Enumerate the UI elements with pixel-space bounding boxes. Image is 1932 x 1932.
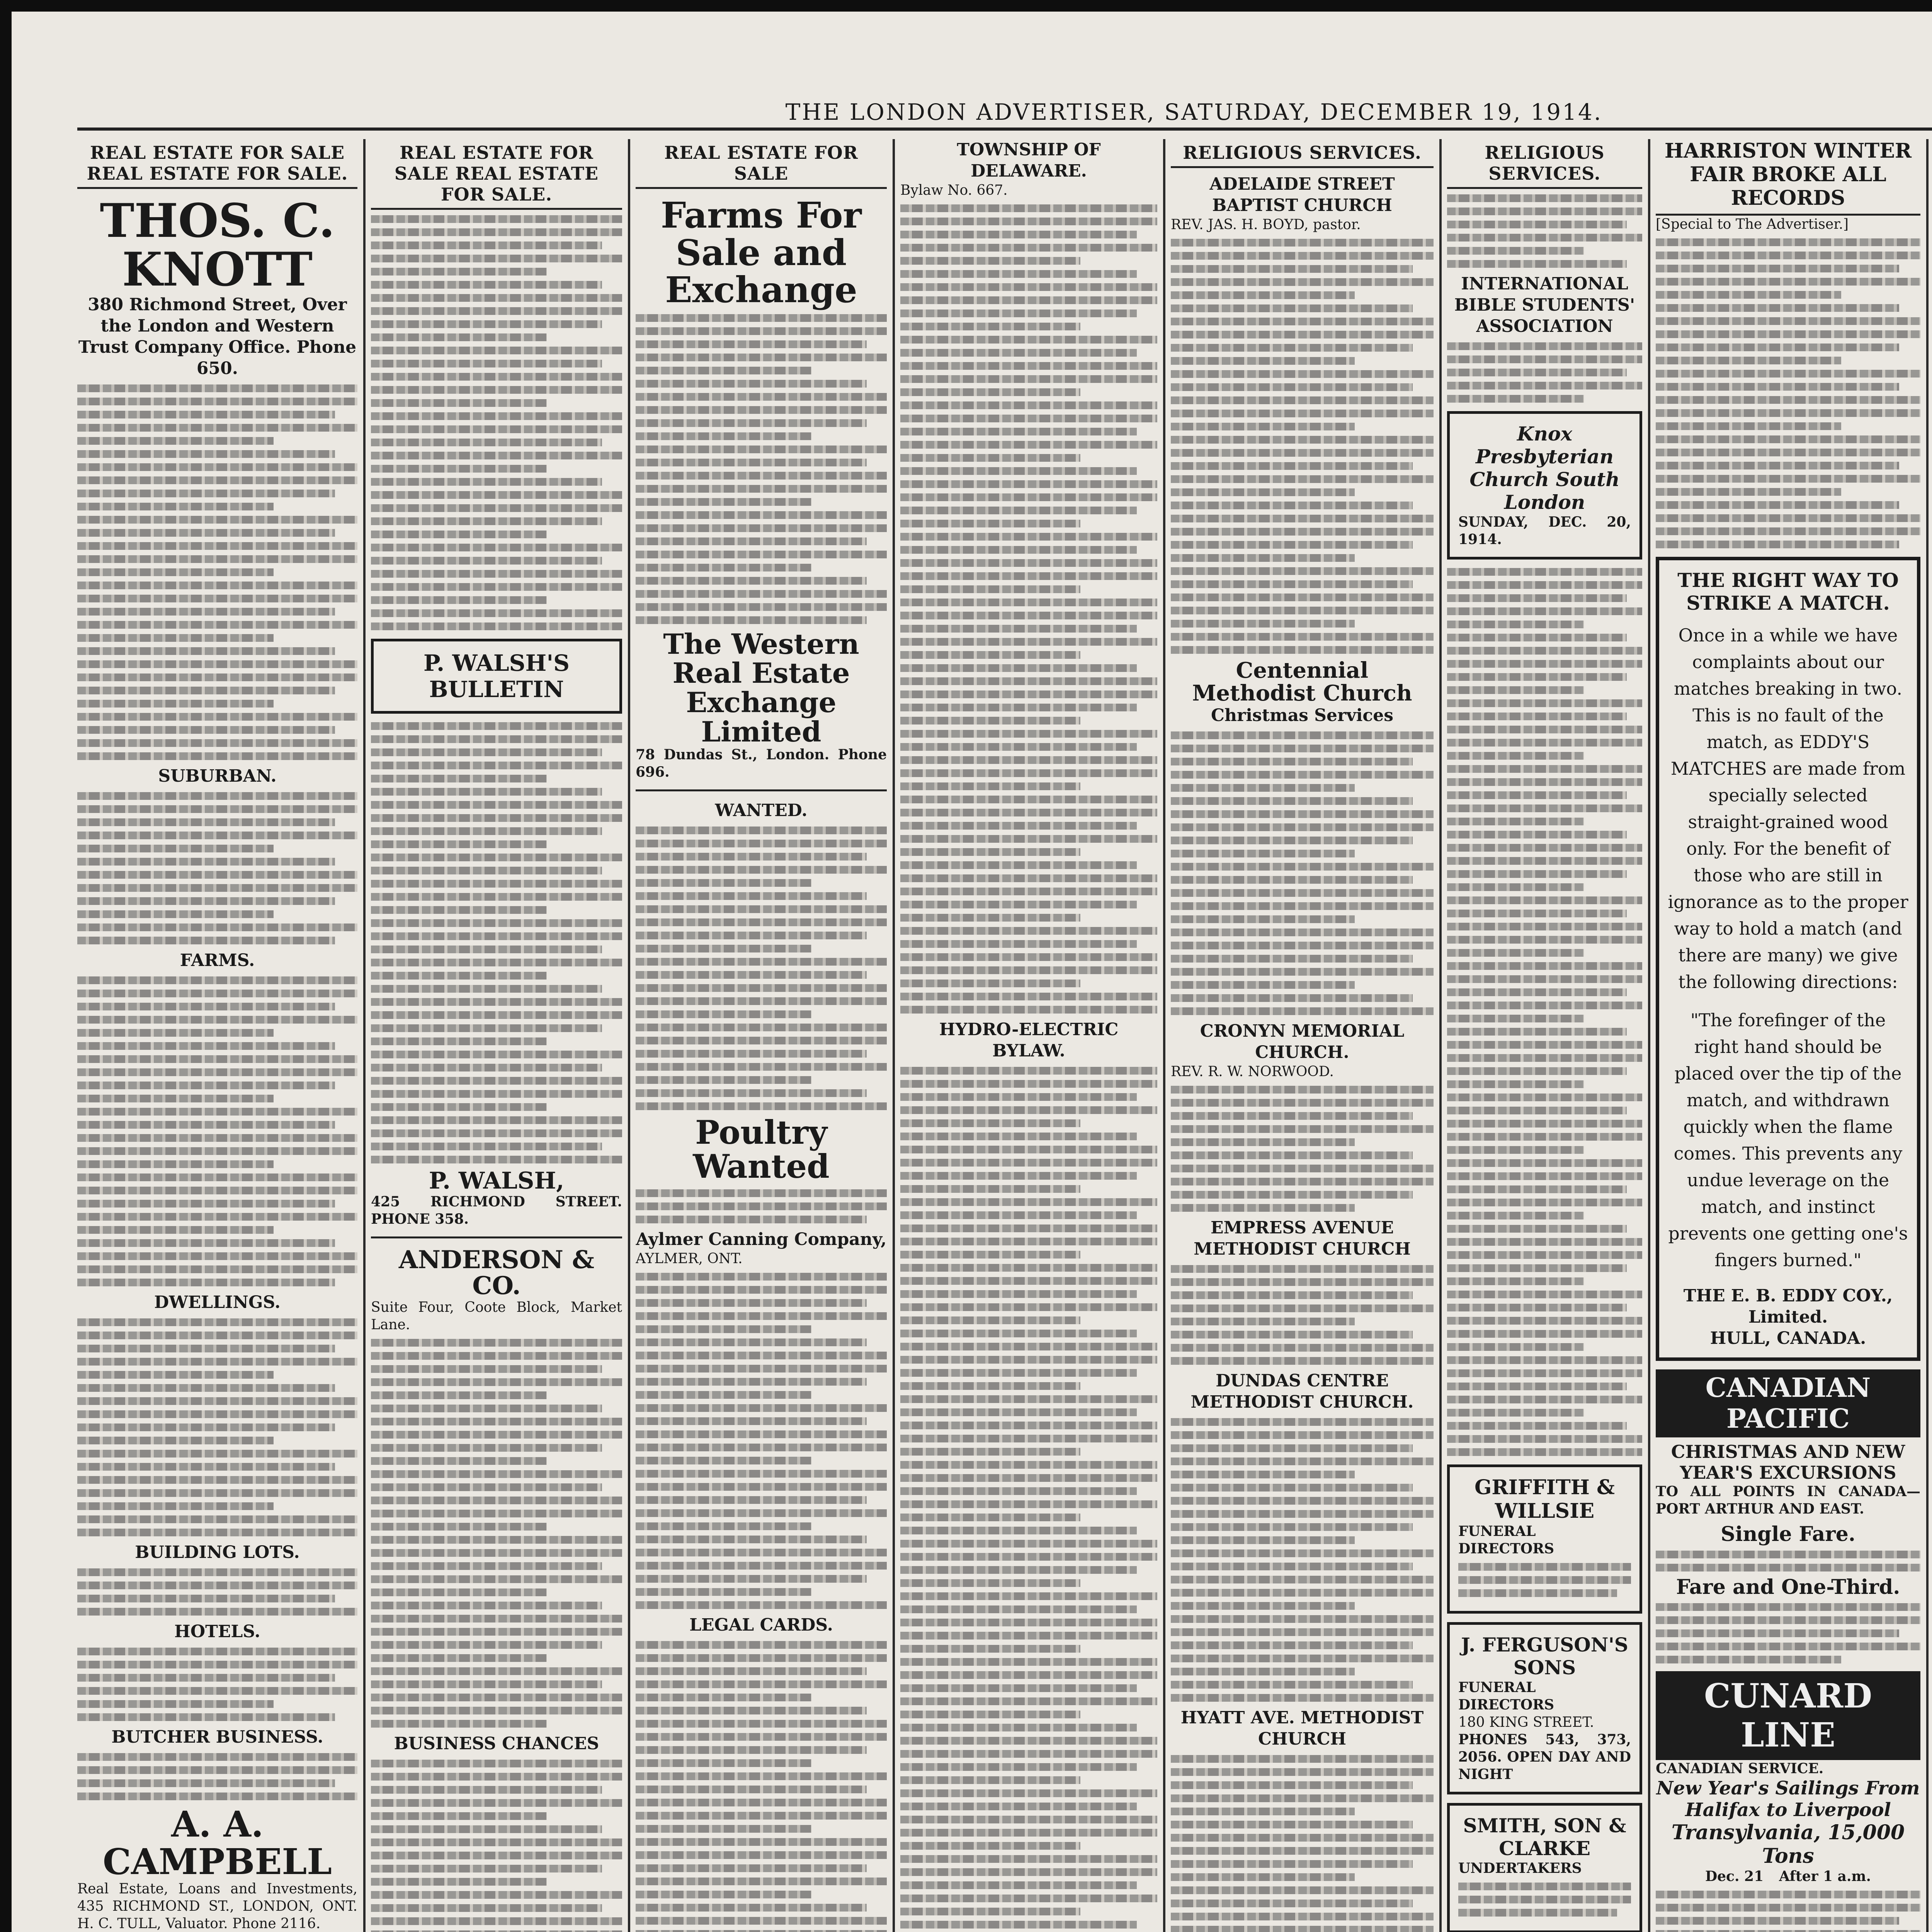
griffith-sub: FUNERAL DIRECTORS [1458, 1523, 1554, 1557]
column-rule [628, 139, 630, 1932]
transylvania: Transylvania, 15,000 Tons [1671, 1821, 1905, 1868]
transylvania-date: Dec. 21 [1705, 1868, 1764, 1885]
section-header: REAL ESTATE FOR SALE REAL ESTATE FOR SALE. [77, 139, 357, 189]
business-chances: BUSINESS CHANCES [394, 1734, 599, 1754]
legal-cards: LEGAL CARDS. [689, 1615, 833, 1635]
smith-sub: UNDERTAKERS [1458, 1860, 1582, 1876]
campbell-address: Real Estate, Loans and Investments, 435 RICHMOND ST., LONDON, ONT. H. C. TULL, Valuator. Phone 2116. [77, 1881, 357, 1932]
column-rule [1163, 139, 1165, 1932]
ad-text [77, 792, 357, 944]
knott-name: THOS. C. KNOTT [100, 194, 335, 297]
wanted-header: WANTED. [715, 801, 808, 821]
subhead-hotels: HOTELS. [174, 1622, 260, 1641]
subhead-dwellings: DWELLINGS. [154, 1293, 281, 1312]
ad-text [77, 1568, 357, 1616]
subhead-suburban: SUBURBAN. [158, 766, 277, 786]
ferguson-phone: PHONES 543, 373, 2056. OPEN DAY AND NIGHT [1458, 1731, 1631, 1782]
ad-text [371, 215, 622, 630]
ad-text [1656, 1551, 1920, 1571]
harriston-headline: HARRISTON WINTER FAIR BROKE ALL RECORDS [1656, 139, 1920, 216]
adelaide-church: ADELAIDE STREET BAPTIST CHURCH [1209, 174, 1395, 215]
subhead-farms: FARMS. [180, 951, 255, 970]
campbell-name: A. A. CAMPBELL [103, 1803, 332, 1883]
ad-text [77, 976, 357, 1286]
eddy-title: THE RIGHT WAY TO STRIKE A MATCH. [1677, 569, 1899, 614]
empress-church: EMPRESS AVENUE METHODIST CHURCH [1194, 1218, 1411, 1259]
aylmer-canning: Aylmer Canning Company, [636, 1229, 887, 1249]
church-text [1171, 1086, 1434, 1212]
church-text [1171, 731, 1434, 1015]
western-address: 78 Dundas St., London. Phone 696. [636, 747, 887, 781]
cronyn-rev: REV. R. W. NORWOOD. [1171, 1063, 1334, 1080]
article-text [1656, 238, 1920, 548]
fare-one-third: Fare and One-Third. [1676, 1575, 1900, 1599]
cp-points: TO ALL POINTS IN CANADA—PORT ARTHUR AND EAST. [1656, 1483, 1920, 1517]
subhead-butcher: BUTCHER BUSINESS. [111, 1727, 323, 1747]
adelaide-pastor: REV. JAS. H. BOYD, pastor. [1171, 217, 1361, 233]
eddy-city: HULL, CANADA. [1710, 1328, 1866, 1348]
column-rule [1648, 139, 1650, 1932]
hyatt-church: HYATT AVE. METHODIST CHURCH [1180, 1708, 1424, 1749]
ad-text [636, 1189, 887, 1223]
ad-text [636, 314, 887, 624]
ad-text [636, 827, 887, 1110]
section-header: REAL ESTATE FOR SALE REAL ESTATE FOR SALE. [371, 139, 622, 210]
masthead [77, 97, 1932, 131]
single-fare: Single Fare. [1721, 1522, 1855, 1546]
griffith-willsie: GRIFFITH & WILLSIE [1475, 1476, 1615, 1523]
church-text [1171, 1755, 1434, 1932]
ferguson-address: 180 KING STREET. [1458, 1714, 1594, 1730]
ibsa: INTERNATIONAL BIBLE STUDENTS' ASSOCIATION [1454, 274, 1635, 336]
subhead-building-lots: BUILDING LOTS. [135, 1543, 300, 1562]
column-real-estate-1 [77, 139, 357, 1932]
column-news-ads [1656, 139, 1920, 1932]
article-text [900, 1067, 1157, 1932]
column-rule [363, 139, 366, 1932]
column-rule [893, 139, 895, 1932]
eddy-company: THE E. B. EDDY COY., Limited. [1683, 1286, 1893, 1327]
ad-text [77, 1648, 357, 1721]
knott-address: 380 Richmond Street, Over the London and Western Trust Company Office. Phone 650. [78, 295, 357, 378]
column-rule [1926, 139, 1929, 1932]
section-header: RELIGIOUS SERVICES. [1171, 139, 1434, 168]
knox-church: Knox Presbyterian Church South London [1469, 422, 1620, 514]
column-real-estate-2 [371, 139, 622, 1932]
church-text [1171, 1418, 1434, 1702]
walsh-address: 425 RICHMOND STREET. PHONE 358. [371, 1194, 622, 1227]
centennial-church: Centennial Methodist Church [1192, 658, 1412, 706]
ferguson-sub: FUNERAL DIRECTORS [1458, 1679, 1554, 1713]
hydro-bylaw: HYDRO-ELECTRIC BYLAW. [939, 1020, 1119, 1061]
knox-date: SUNDAY, DEC. 20, 1914. [1458, 514, 1631, 548]
ad-text [636, 1273, 887, 1609]
section-header: REAL ESTATE FOR SALE [636, 139, 887, 189]
ad-text [371, 1760, 622, 1932]
newspaper-title: THE LONDON ADVERTISER, SATURDAY, DECEMBER 19, 1914. [785, 99, 1603, 125]
cunard-line: CUNARD LINE [1656, 1671, 1920, 1760]
dundas-centre: DUNDAS CENTRE METHODIST CHURCH. [1190, 1371, 1414, 1412]
ad-text [1656, 1603, 1920, 1663]
article-text [900, 204, 1157, 1014]
ad-text [1656, 1891, 1920, 1932]
church-text [1447, 568, 1642, 1456]
anderson-name: ANDERSON & CO. [398, 1245, 595, 1301]
ad-text [636, 1641, 887, 1932]
poultry-wanted: Poultry Wanted [693, 1113, 830, 1186]
western-real-estate: The Western Real Estate Exchange Limited [663, 627, 859, 748]
section-header: RELIGIOUS SERVICES. [1447, 139, 1642, 189]
cunard-service: CANADIAN SERVICE. [1656, 1760, 1824, 1777]
ad-text [77, 1753, 357, 1800]
ad-text [77, 384, 357, 760]
column-real-estate-3 [636, 139, 887, 1932]
church-text [1171, 239, 1434, 654]
canadian-pacific-logo: CANADIAN PACIFIC [1656, 1369, 1920, 1437]
smith-son-clarke: SMITH, SON & CLARKE [1463, 1814, 1626, 1860]
ad-text [371, 722, 622, 1163]
harriston-special: [Special to The Advertiser.] [1656, 216, 1849, 232]
transylvania-time: After 1 a.m. [1779, 1868, 1871, 1885]
township-delaware: TOWNSHIP OF DELAWARE. [957, 140, 1101, 181]
ad-text [77, 1318, 357, 1536]
walsh-bulletin: P. WALSH'S BULLETIN [423, 650, 570, 702]
column-religious-1 [1171, 139, 1434, 1932]
farms-exchange: Farms For Sale and Exchange [661, 194, 862, 311]
cunard-sailings: New Year's Sailings From Halifax to Liverpool [1656, 1777, 1920, 1821]
cronyn-church: CRONYN MEMORIAL CHURCH. [1200, 1021, 1405, 1062]
walsh-name: P. WALSH, [429, 1167, 565, 1194]
church-text [1447, 342, 1642, 403]
centennial-christmas: Christmas Services [1211, 705, 1393, 725]
church-text [1447, 194, 1642, 268]
bylaw-number: Bylaw No. 667. [900, 182, 1008, 198]
column-bylaw [900, 139, 1157, 1932]
ad-text [371, 1339, 622, 1728]
cp-excursions: CHRISTMAS AND NEW YEAR'S EXCURSIONS [1671, 1441, 1905, 1483]
church-text [1171, 1265, 1434, 1365]
anderson-address: Suite Four, Coote Block, Market Lane. [371, 1299, 622, 1333]
eddy-paragraph-1: Once in a while we have complaints about our matches breaking in two. This is no fault of the match, as EDDY'S MATCHES are made from specially selected straight-grained wood only. For the benefit of those who are still in ignorance as to the proper way to hold a match (and there are many) we give the following directions: [1668, 625, 1908, 992]
ferguson-sons: J. FERGUSON'S SONS [1461, 1633, 1628, 1679]
aylmer-location: AYLMER, ONT. [636, 1250, 743, 1267]
column-religious-2 [1447, 139, 1642, 1932]
eddy-paragraph-2: "The forefinger of the right hand should be placed over the tip of the match, and withdrawn quickly when the flame comes. This prevents any undue leverage on the match, and instinct prevents one getting one's fingers burned." [1668, 1010, 1908, 1270]
column-rule [1439, 139, 1442, 1932]
